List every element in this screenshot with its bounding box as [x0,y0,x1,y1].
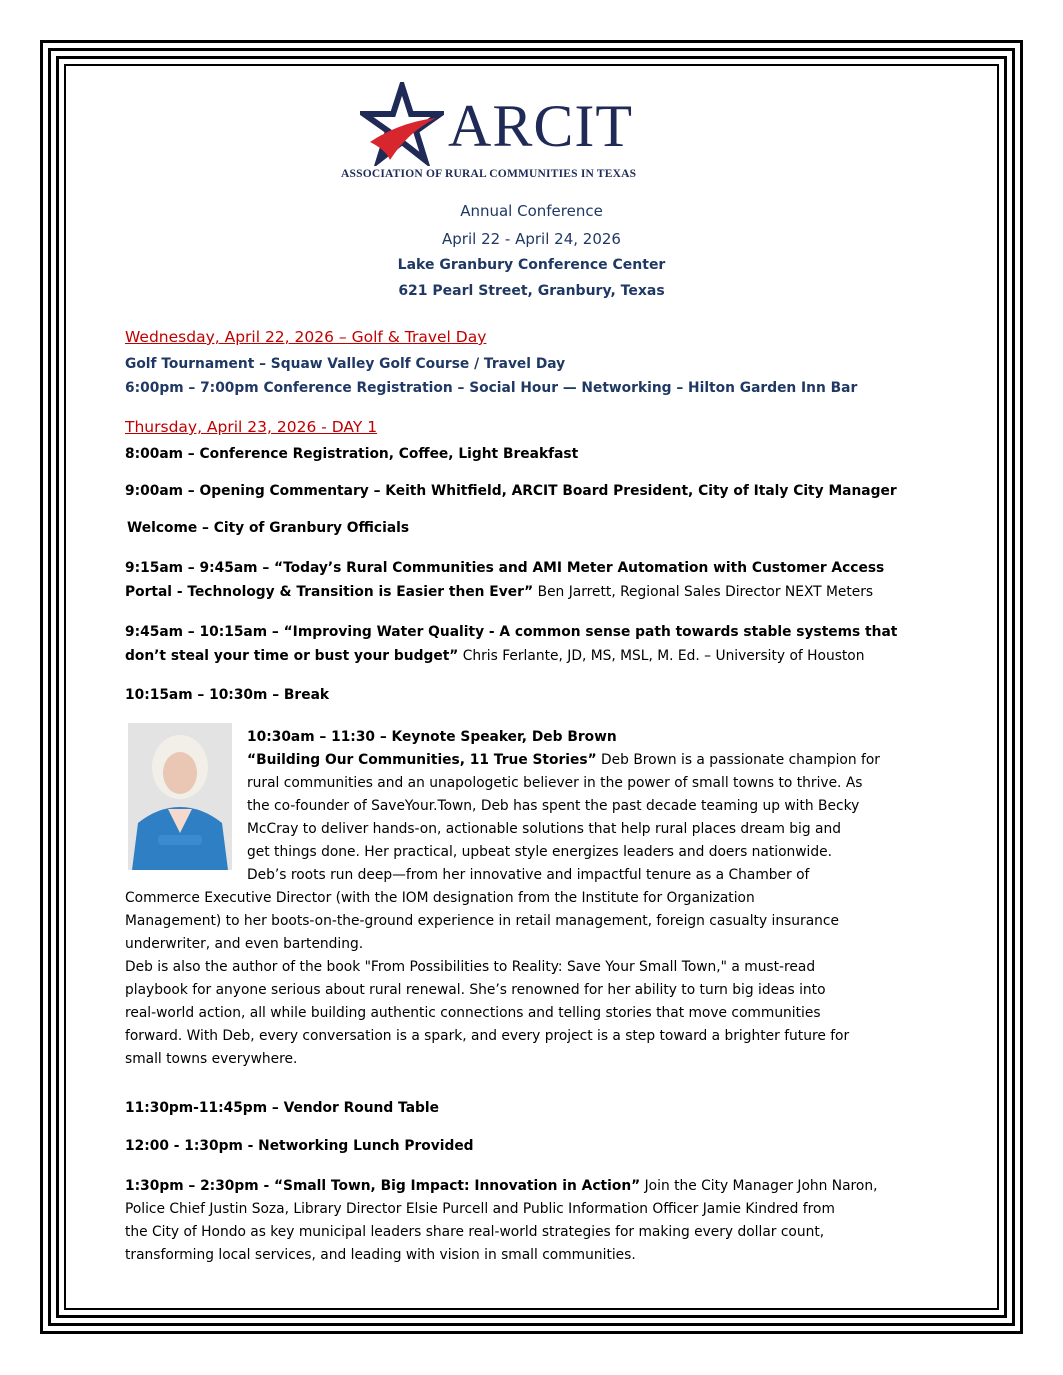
conference-dates: April 22 - April 24, 2026 [442,230,621,248]
session2-title-end: don’t steal your time or bust your budget” [125,648,459,664]
break-line: 10:15am – 10:30m – Break [125,687,330,703]
keynote-line8: Management) to her boots-on-the-ground experience in retail management, foreign casualty insurance [125,913,839,929]
session3-line1-rest: Join the City Manager John Naron, [640,1178,878,1194]
session3-line4: transforming local services, and leading with vision in small communities. [125,1247,636,1263]
keynote-title: 10:30am – 11:30 – Keynote Speaker, Deb Brown [247,729,617,745]
session2-line2 [125,645,864,668]
opening-commentary: 9:00am – Opening Commentary – Keith Whitfield, ARCIT Board President, City of Italy City Manager [125,483,897,499]
session3-line1 [125,1175,878,1198]
session2-line1: 9:45am – 10:15am – “Improving Water Quality - A common sense path towards stable systems that [125,624,898,640]
keynote-line11: playbook for anyone serious about rural renewal. She’s renowned for her ability to turn big ideas into [125,982,826,998]
keynote-line3: the co-founder of SaveYour.Town, Deb has spent the past decade teaming up with Becky [247,798,860,814]
session1-line2 [125,581,873,604]
keynote-line10: Deb is also the author of the book "From Possibilities to Reality: Save Your Small Town," a must-read [125,959,816,975]
keynote-line14: small towns everywhere. [125,1051,298,1067]
keynote-line6: Deb’s roots run deep—from her innovative and impactful tenure as a Chamber of [247,867,810,883]
conference-title: Annual Conference [460,202,603,220]
keynote-line13: forward. With Deb, every conversation is a spark, and every project is a step toward a brighter future for [125,1028,850,1044]
session1-speaker: Ben Jarrett, Regional Sales Director NEXT Meters [533,584,874,600]
vendor-round-table: 11:30pm-11:45pm – Vendor Round Table [125,1100,439,1116]
session1-line1: 9:15am – 9:45am – “Today’s Rural Communities and AMI Meter Automation with Customer Access [125,560,885,576]
thursday-heading: Thursday, April 23, 2026 - DAY 1 [125,418,378,436]
thursday-registration: 8:00am – Conference Registration, Coffee, Light Breakfast [125,446,579,462]
wednesday-registration: 6:00pm – 7:00pm Conference Registration – Social Hour — Networking – Hilton Garden Inn Bar [125,380,858,396]
wednesday-heading: Wednesday, April 22, 2026 – Golf & Travel Day [125,328,487,346]
arcit-logo [341,82,700,182]
keynote-line4: McCray to deliver hands-on, actionable solutions that help rural places dream big and [247,821,841,837]
keynote-talk-title: “Building Our Communities, 11 True Stories” [247,752,597,768]
networking-lunch: 12:00 - 1:30pm - Networking Lunch Provided [125,1138,474,1154]
star-icon [360,82,444,166]
keynote-line1 [247,749,880,772]
conference-address: 621 Pearl Street, Granbury, Texas [398,283,665,299]
session2-speaker: Chris Ferlante, JD, MS, MSL, M. Ed. – University of Houston [458,648,865,664]
welcome-line: Welcome – City of Granbury Officials [127,520,410,536]
logo-wordmark: ARCIT [448,93,633,159]
session1-title-end: Portal - Technology & Transition is Easier then Ever” [125,584,534,600]
wednesday-golf: Golf Tournament – Squaw Valley Golf Course / Travel Day [125,356,566,372]
speaker-portrait-icon [128,723,232,870]
conference-venue: Lake Granbury Conference Center [397,257,666,273]
keynote-line5: get things done. Her practical, upbeat style energizes leaders and doers nationwide. [247,844,833,860]
logo-tagline: ASSOCIATION OF RURAL COMMUNITIES IN TEXAS [341,168,637,180]
keynote-speaker-photo [128,723,232,870]
keynote-line1-rest: Deb Brown is a passionate champion for [596,752,880,768]
session3-line3: the City of Hondo as key municipal leaders share real-world strategies for making every dollar count, [125,1224,825,1240]
keynote-line12: real-world action, all while building authentic connections and telling stories that move communities [125,1005,821,1021]
session3-line2: Police Chief Justin Soza, Library Director Elsie Purcell and Public Information Officer Jamie Kindred from [125,1201,835,1217]
keynote-line7: Commerce Executive Director (with the IOM designation from the Institute for Organization [125,890,755,906]
keynote-line9: underwriter, and even bartending. [125,936,364,952]
keynote-line2: rural communities and an unapologetic believer in the power of small towns to thrive. As [247,775,863,791]
session3-title: 1:30pm – 2:30pm - “Small Town, Big Impact: Innovation in Action” [125,1178,641,1194]
